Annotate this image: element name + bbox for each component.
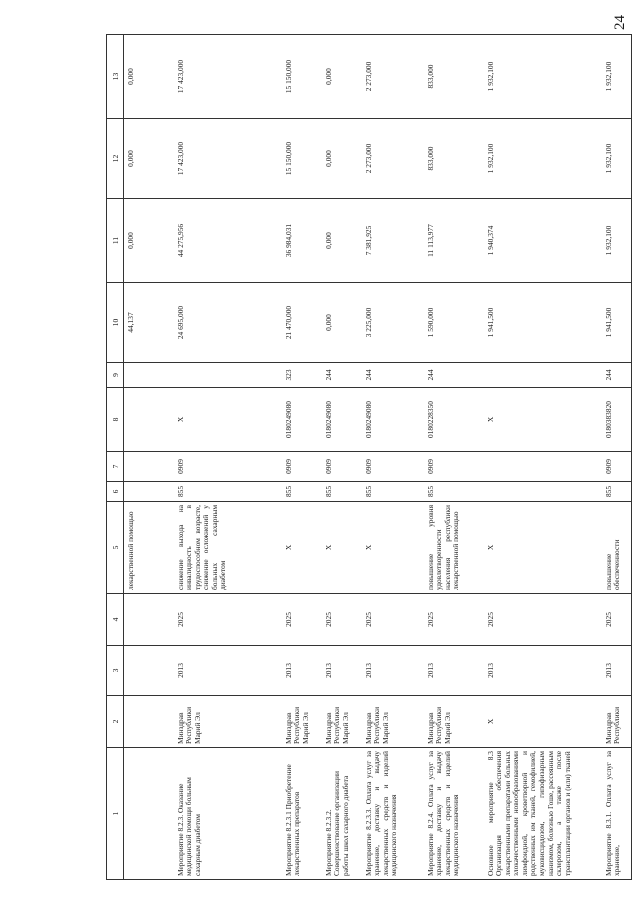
cell-executor: Минздрав Республики Марий Эл bbox=[282, 696, 322, 748]
cell-grbs: 855 bbox=[282, 482, 322, 502]
col-header: 2 bbox=[107, 696, 124, 748]
cell-end-year: 2025 bbox=[602, 594, 632, 646]
cell-amount: 24 695,000 bbox=[174, 283, 282, 363]
cell-grbs: 855 bbox=[174, 482, 282, 502]
col-header: 10 bbox=[107, 283, 124, 363]
cell-amount: 0,000 bbox=[322, 283, 362, 363]
cell-expense-type bbox=[124, 363, 174, 388]
budget-table bbox=[106, 34, 632, 880]
cell-activity: Мероприятие 8.3.1. Оплата услуг за хранение, bbox=[602, 748, 632, 880]
cell-amount: 1 941,500 bbox=[602, 283, 632, 363]
table-row bbox=[174, 35, 282, 880]
cell-end-year: 2025 bbox=[362, 594, 424, 646]
cell-result: снижение выхода на инвалидность в трудоспособном возрасте, снижение осложнений у больных сахарным диабетом bbox=[174, 502, 282, 594]
cell-amount: 1 940,374 bbox=[484, 199, 602, 283]
cell-grbs bbox=[124, 482, 174, 502]
cell-activity bbox=[124, 748, 174, 880]
cell-expense-type: 244 bbox=[602, 363, 632, 388]
cell-expense-type bbox=[484, 363, 602, 388]
cell-executor: Минздрав Республики Марий Эл bbox=[424, 696, 484, 748]
cell-grbs: 855 bbox=[424, 482, 484, 502]
cell-expense-type: 244 bbox=[362, 363, 424, 388]
table-row bbox=[124, 35, 174, 880]
col-header: 5 bbox=[107, 502, 124, 594]
cell-section: 0909 bbox=[174, 452, 282, 482]
cell-activity: Основное мероприятие 8.3 Организация обеспечения лекарственными препаратами больных злокачественными новообразованиями лимфоидной, кроветворной и родственных им тканей, гемофилией, муковисцидозом, гипофизарным нанизмом, болезнью Гоше, рассеянным склерозом, а также после трансплантации органов и (или) тканей bbox=[484, 748, 602, 880]
cell-amount: 0,000 bbox=[322, 35, 362, 119]
cell-amount: 3 225,000 bbox=[362, 283, 424, 363]
cell-end-year bbox=[124, 594, 174, 646]
cell-start-year: 2013 bbox=[174, 646, 282, 696]
cell-result: повышение уровня удовлетворенности населения республики лекарственной помощью bbox=[424, 502, 484, 594]
cell-amount: 2 273,000 bbox=[362, 35, 424, 119]
cell-end-year: 2025 bbox=[484, 594, 602, 646]
cell-target: Х bbox=[484, 388, 602, 452]
cell-amount: 0,000 bbox=[322, 119, 362, 199]
cell-amount: 1 932,100 bbox=[484, 35, 602, 119]
cell-result: повышение обеспеченности bbox=[602, 502, 632, 594]
cell-grbs: 855 bbox=[322, 482, 362, 502]
cell-expense-type: 323 bbox=[282, 363, 322, 388]
cell-amount: 0,000 bbox=[124, 35, 174, 119]
cell-amount: 1 932,100 bbox=[484, 119, 602, 199]
cell-amount: 36 984,031 bbox=[282, 199, 322, 283]
col-header: 8 bbox=[107, 388, 124, 452]
cell-activity: Мероприятие 8.2.3.2. Совершенствование организации работы школ сахарного диабета bbox=[322, 748, 362, 880]
cell-amount: 1 590,000 bbox=[424, 283, 484, 363]
cell-section bbox=[124, 452, 174, 482]
cell-section: 0909 bbox=[424, 452, 484, 482]
cell-result: Х bbox=[282, 502, 322, 594]
table-row bbox=[282, 35, 322, 880]
cell-target: 0180383820 bbox=[602, 388, 632, 452]
cell-amount: 11 113,977 bbox=[424, 199, 484, 283]
cell-section: 0909 bbox=[322, 452, 362, 482]
cell-end-year: 2025 bbox=[282, 594, 322, 646]
col-header: 7 bbox=[107, 452, 124, 482]
cell-expense-type: 244 bbox=[424, 363, 484, 388]
cell-result: лекарственной помощью bbox=[124, 502, 174, 594]
cell-expense-type: 244 bbox=[322, 363, 362, 388]
cell-section: 0909 bbox=[362, 452, 424, 482]
cell-amount: 21 470,000 bbox=[282, 283, 322, 363]
table-row bbox=[602, 35, 632, 880]
cell-activity: Мероприятие 8.2.3.3. Оплата услуг за хранение, доставку и выдачу лекарственных средств и изделий медицинского назначения bbox=[362, 748, 424, 880]
cell-amount: 833,000 bbox=[424, 35, 484, 119]
col-header: 9 bbox=[107, 363, 124, 388]
cell-amount: 17 423,000 bbox=[174, 119, 282, 199]
col-header: 13 bbox=[107, 35, 124, 119]
col-header: 4 bbox=[107, 594, 124, 646]
table-row bbox=[362, 35, 424, 880]
cell-amount: 1 932,100 bbox=[602, 199, 632, 283]
cell-executor: Х bbox=[484, 696, 602, 748]
cell-amount: 17 423,000 bbox=[174, 35, 282, 119]
cell-amount: 15 150,000 bbox=[282, 35, 322, 119]
cell-result: Х bbox=[484, 502, 602, 594]
table-header-row bbox=[107, 35, 124, 880]
cell-activity: Мероприятие 8.2.3.1 Приобретение лекарственных препаратов bbox=[282, 748, 322, 880]
cell-executor bbox=[124, 696, 174, 748]
cell-target: 0180228350 bbox=[424, 388, 484, 452]
cell-start-year: 2013 bbox=[322, 646, 362, 696]
cell-amount: 7 381,925 bbox=[362, 199, 424, 283]
cell-result: Х bbox=[322, 502, 362, 594]
col-header: 11 bbox=[107, 199, 124, 283]
col-header: 3 bbox=[107, 646, 124, 696]
col-header: 1 bbox=[107, 748, 124, 880]
cell-amount: 833,000 bbox=[424, 119, 484, 199]
cell-start-year: 2013 bbox=[602, 646, 632, 696]
cell-expense-type bbox=[174, 363, 282, 388]
cell-start-year: 2013 bbox=[282, 646, 322, 696]
cell-grbs bbox=[484, 482, 602, 502]
table-row bbox=[484, 35, 602, 880]
cell-target: 0180249080 bbox=[322, 388, 362, 452]
cell-amount: 0,000 bbox=[124, 119, 174, 199]
cell-result: Х bbox=[362, 502, 424, 594]
cell-amount: 0,000 bbox=[124, 199, 174, 283]
cell-amount: 1 941,500 bbox=[484, 283, 602, 363]
col-header: 6 bbox=[107, 482, 124, 502]
cell-amount: 15 150,000 bbox=[282, 119, 322, 199]
cell-activity: Мероприятие 8.2.3. Оказание медицинской помощи больным сахарным диабетом bbox=[174, 748, 282, 880]
cell-target bbox=[124, 388, 174, 452]
cell-executor: Минздрав Республики Марий Эл bbox=[362, 696, 424, 748]
cell-executor: Минздрав Республики bbox=[602, 696, 632, 748]
cell-start-year: 2013 bbox=[424, 646, 484, 696]
cell-executor: Минздрав Республики Марий Эл bbox=[174, 696, 282, 748]
cell-amount: 1 932,100 bbox=[602, 35, 632, 119]
cell-amount: 44 275,956 bbox=[174, 199, 282, 283]
cell-target: 0180249080 bbox=[362, 388, 424, 452]
cell-end-year: 2025 bbox=[174, 594, 282, 646]
cell-end-year: 2025 bbox=[424, 594, 484, 646]
cell-amount: 2 273,000 bbox=[362, 119, 424, 199]
cell-target: 0180249080 bbox=[282, 388, 322, 452]
cell-start-year: 2013 bbox=[484, 646, 602, 696]
cell-start-year: 2013 bbox=[362, 646, 424, 696]
cell-grbs: 855 bbox=[362, 482, 424, 502]
cell-executor: Минздрав Республики Марий Эл bbox=[322, 696, 362, 748]
cell-section bbox=[484, 452, 602, 482]
cell-amount: 1 932,100 bbox=[602, 119, 632, 199]
col-header: 12 bbox=[107, 119, 124, 199]
page-number: 24 bbox=[612, 15, 628, 30]
cell-start-year bbox=[124, 646, 174, 696]
cell-activity: Мероприятие 8.2.4. Оплата услуг за хранение, доставку и выдачу лекарственных средств и изделий медицинского назначения bbox=[424, 748, 484, 880]
rotated-page-content bbox=[106, 35, 631, 880]
cell-end-year: 2025 bbox=[322, 594, 362, 646]
table-row bbox=[322, 35, 362, 880]
table-row bbox=[424, 35, 484, 880]
cell-amount: 0,000 bbox=[322, 199, 362, 283]
cell-amount: 44,137 bbox=[124, 283, 174, 363]
cell-section: 0909 bbox=[282, 452, 322, 482]
cell-section: 0909 bbox=[602, 452, 632, 482]
cell-grbs: 855 bbox=[602, 482, 632, 502]
cell-target: Х bbox=[174, 388, 282, 452]
